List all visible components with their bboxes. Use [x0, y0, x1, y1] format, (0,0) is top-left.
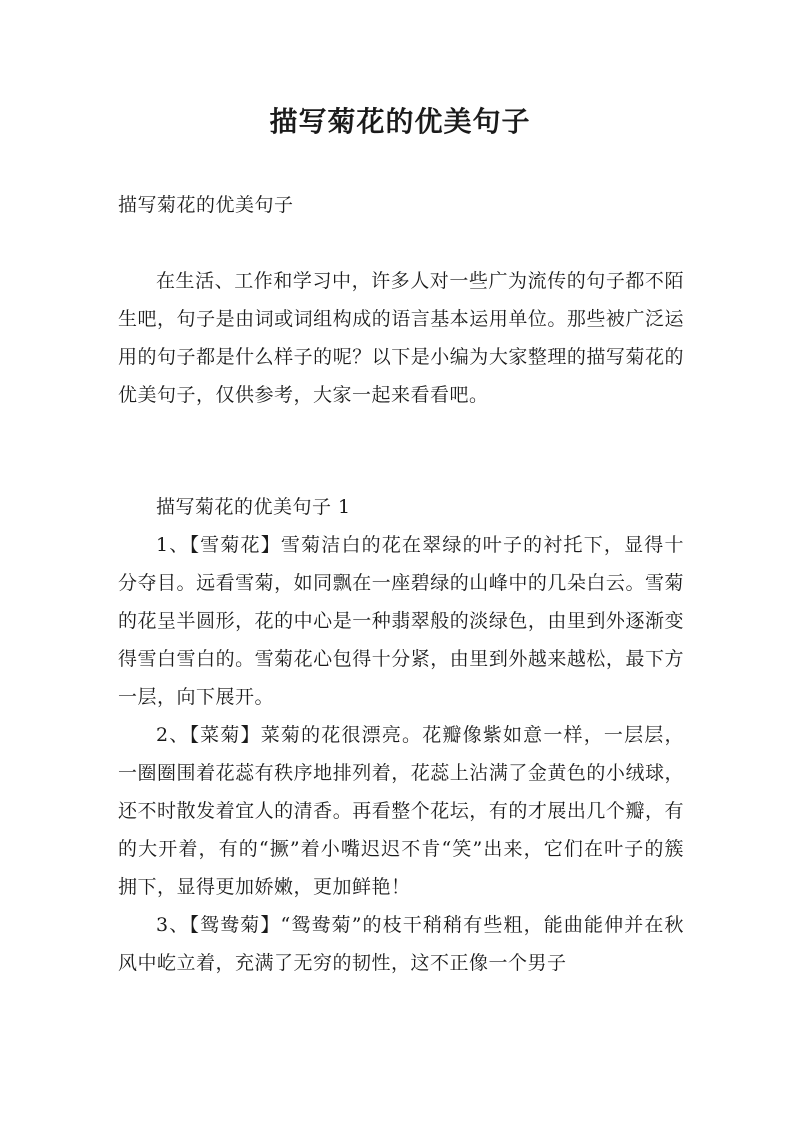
- section-heading: 描写菊花的优美句子 1: [156, 496, 351, 518]
- document-subtitle: 描写菊花的优美句子: [118, 194, 294, 216]
- document-title: 描写菊花的优美句子: [269, 105, 531, 138]
- sentence-item: 1、【雪菊花】雪菊洁白的花在翠绿的叶子的衬托下，显得十分夺目。远看雪菊，如同飘在一座碧绿的山峰中的几朵白云。雪菊的花呈半圆形，花的中心是一种翡翠般的淡绿色，由里到外逐渐变得雪白雪白的。雪菊花心包得十分紧，由里到外越来越松，最下方一层，向下展开。: [118, 534, 684, 708]
- intro-paragraph: 在生活、工作和学习中，许多人对一些广为流传的句子都不陌生吧，句子是由词或词组构成的语言基本运用单位。那些被广泛运用的句子都是什么样子的呢？以下是小编为大家整理的描写菊花的优美句子，仅供参考，大家一起来看看吧。: [118, 270, 684, 406]
- sentence-item: 2、【菜菊】菜菊的花很漂亮。花瓣像紫如意一样，一层层，一圈圈围着花蕊有秩序地排列着，花蕊上沾满了金黄色的小绒球，还不时散发着宜人的清香。再看整个花坛，有的才展出几个瓣，有的大开着，有的“撅”着小嘴迟迟不肯“笑”出来，它们在叶子的簇拥下，显得更加娇嫩，更加鲜艳！: [118, 724, 684, 898]
- sentence-item: 3、【鸳鸯菊】“鸳鸯菊”的枝干稍稍有些粗，能曲能伸并在秋风中屹立着，充满了无穷的韧性，这不正像一个男子: [118, 914, 684, 974]
- sentence-list: [118, 526, 684, 982]
